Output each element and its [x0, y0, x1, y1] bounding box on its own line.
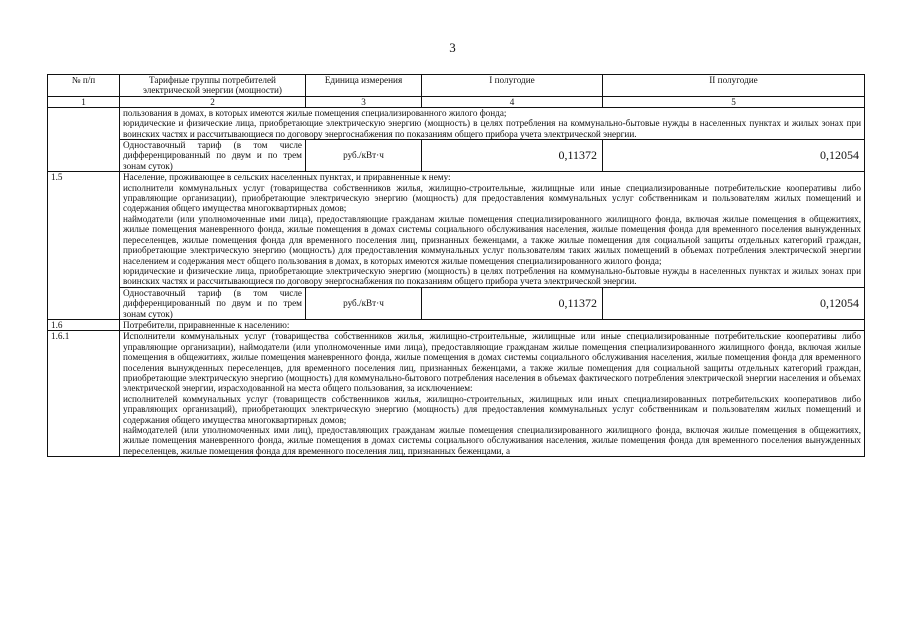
- header-unit: Единица измерения: [306, 75, 422, 97]
- h2-value: 0,12054: [603, 140, 865, 172]
- table-row: [48, 107, 865, 139]
- table-header-row: [48, 75, 865, 97]
- h1-value: 0,11372: [422, 140, 603, 172]
- consumer-description: [120, 172, 865, 287]
- row-num: 1.5: [48, 172, 120, 320]
- table-row: [48, 331, 865, 457]
- table-row: [48, 140, 865, 172]
- page-number: 3: [449, 40, 456, 55]
- header-h1: I полугодие: [422, 75, 603, 97]
- table-row: [48, 319, 865, 330]
- description-line: Исполнители коммунальных услуг (товарищества собственников жилья, жилищно-строительные, жилищные или иные специализированные потребительские кооперативы либо управляющие организации), наймодатели (или уполномоченные ими лица), предоставляющие гражданам жилые помещения специализированного жилищного фонда, включая жилые помещения в общежитиях, жилые помещения маневренного фонда, жилые помещения в домах системы социального обслуживания населения, жилые помещения фонда для временного поселения вынужденных переселенцев, для временного поселения лиц, признанных беженцами, а также жилые помещения для социальной защиты отдельных категорий граждан, приобретающие электрическую энергию (мощность) для коммунально-бытового потребления населения в объемах фактического потребления электрической энергии населения и объемах электрической энергии, израсходованной на места общего пользования, за исключением:: [123, 331, 861, 394]
- description-line: исполнители коммунальных услуг (товарищества собственников жилья, жилищно-строительные, жилищные или иные специализированные потребительские кооперативы либо управляющие организации), приобретающие электрическую энергию (мощность) для предоставления коммунальных услуг собственникам и пользователям жилых помещений и содержания общего имущества многоквартирных домов;: [123, 182, 861, 214]
- table-row: [48, 287, 865, 319]
- row-num-empty: [48, 107, 120, 171]
- row-num: 1.6: [48, 319, 120, 330]
- table-row: [48, 172, 865, 287]
- tariff-label: Одноставочный тариф (в том числе дифференцированный по двум и по трем зонам суток): [120, 140, 306, 172]
- description-line: пользования в домах, в которых имеются жилые помещения специализированного жилого фонда;: [123, 107, 507, 118]
- col-number: 1: [48, 96, 120, 107]
- consumer-description: [120, 331, 865, 457]
- tariff-table: [47, 74, 865, 457]
- description-line: наймодателей (или уполномоченных ими лиц), предоставляющих гражданам жилые помещения специализированного жилищного фонда, включая жилые помещения в общежитиях, жилые помещения маневренного фонда, жилые помещения в домах системы социального обслуживания населения, жилые помещения фонда для временного поселения вынужденных переселенцев, жилые помещения фонда для временного поселения лиц, признанных беженцами, а: [123, 425, 861, 456]
- header-groups: Тарифные группы потребителей электрической энергии (мощности): [120, 75, 306, 97]
- consumer-description: [120, 107, 865, 139]
- consumer-description: Потребители, приравненные к населению:: [120, 319, 865, 330]
- h1-value: 0,11372: [422, 287, 603, 319]
- h2-value: 0,12054: [603, 287, 865, 319]
- description-line: Население, проживающее в сельских населенных пунктах, и приравненные к нему:: [123, 172, 451, 183]
- tariff-label: Одноставочный тариф (в том числе дифференцированный по двум и по трем зонам суток): [120, 287, 306, 319]
- unit-cell: руб./кВт·ч: [306, 140, 422, 172]
- col-number: 3: [306, 96, 422, 107]
- unit-cell: руб./кВт·ч: [306, 287, 422, 319]
- header-num: № п/п: [48, 75, 120, 97]
- col-number: 2: [120, 96, 306, 107]
- description-line: юридические и физические лица, приобретающие электрическую энергию (мощность) в целях потребления на коммунально-бытовые нужды в населенных пунктах и жилых зонах при воинских частях и рассчитывающиеся по договору энергоснабжения по показаниям общего прибора учета электрической энергии.: [123, 118, 861, 139]
- row-num: 1.6.1: [48, 331, 120, 457]
- header-h2: II полугодие: [603, 75, 865, 97]
- column-number-row: [48, 96, 865, 107]
- description-line: наймодатели (или уполномоченные ими лица), предоставляющие гражданам жилые помещения специализированного жилищного фонда, включая жилые помещения в общежитиях, жилые помещения маневренного фонда, жилые помещения в домах системы социального обслуживания населения, жилые помещения фонда для временного поселения вынужденных переселенцев, жилые помещения фонда для временного поселения лиц, признанных беженцами, а также жилые помещения для социальной защиты отдельных категорий граждан, приобретающие электрическую энергию (мощность) для предоставления коммунальных услуг пользователям таких жилых помещений в объемах потребления электрической энергии населением и содержания мест общего пользования в домах, в которых имеются жилые помещения специализированного жилого фонда;: [123, 213, 861, 266]
- col-number: 4: [422, 96, 603, 107]
- description-line: исполнителей коммунальных услуг (товариществ собственников жилья, жилищно-строительных, жилищных или иных специализированных потребительских кооперативов либо управляющих организаций), приобретающих электрическую энергию (мощность) для предоставления коммунальных услуг собственникам и пользователям жилых помещений и содержания общего имущества многоквартирных домов;: [123, 393, 861, 425]
- description-line: юридические и физические лица, приобретающие электрическую энергию (мощность) в целях потребления на коммунально-бытовые нужды в населенных пунктах и жилых зонах при воинских частях и рассчитывающиеся по договору энергоснабжения по показаниям общего прибора учета электрической энергии.: [123, 265, 861, 287]
- col-number: 5: [603, 96, 865, 107]
